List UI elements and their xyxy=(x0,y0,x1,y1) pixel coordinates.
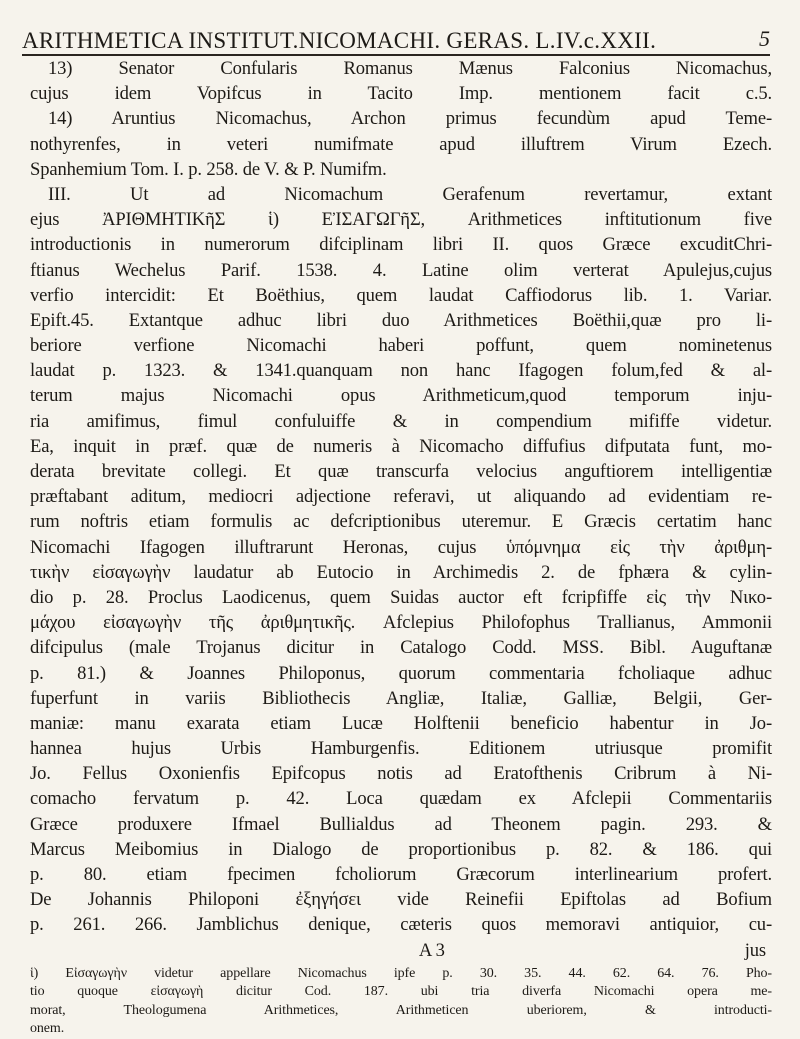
catchline xyxy=(30,938,772,963)
text-line: cujus idem Vopifcus in Tacito Imp. mentionem facit c.5. xyxy=(30,83,772,105)
text-line: terum majus Nicomachi opus Arithmeticum,quod temporum inju- xyxy=(30,385,772,407)
text-line: laudat p. 1323. & 1341.quanquam non hanc Ifagogen folum,fed & al- xyxy=(30,360,772,382)
text-line: fuperfunt in variis Bibliothecis Angliæ, Italiæ, Galliæ, Belgii, Ger- xyxy=(30,687,772,709)
text-line: III. Ut ad Nicomachum Gerafenum revertamur, extant xyxy=(48,183,772,205)
text-line: Græce produxere Ifmael Bullialdus ad Theonem pagin. 293. & xyxy=(30,813,772,835)
text-line: Nicomachi Ifagogen illuftrarunt Heronas, cujus ὑπόμνημα εἰς τὴν ἀριθμη- xyxy=(30,536,772,558)
text-line: difcipulus (male Trojanus dicitur in Catalogo Codd. MSS. Bibl. Auguftanæ xyxy=(30,637,772,659)
footnote-line: morat, Theologumena Arithmetices, Arithmeticen uberiorem, & introducti- xyxy=(30,1002,772,1018)
text-line: 14) Aruntius Nicomachus, Archon primus fecundùm apud Teme- xyxy=(48,108,772,130)
text-line: De Johannis Philoponi ἐξηγήσει vide Reinefii Epiftolas ad Bofium xyxy=(30,889,772,911)
signature-mark: A 3 xyxy=(418,939,445,961)
text-line: ria amifimus, fimul confuluiffe & in compendium mififfe videtur. xyxy=(30,410,772,432)
text-line: rum noftris etiam formulis ac defcriptionibus uteremur. E Græcis certatim hanc xyxy=(30,511,772,533)
text-line: nothyrenfes, in veteri numifmate apud illuftrem Virum Ezech. xyxy=(30,133,772,155)
running-head-title: ARITHMETICA INSTITUT.NICOMACHI. GERAS. L.IV.c.XXII. xyxy=(22,28,657,53)
footnote-line: ἱ) Εἰσαγωγὴν videtur appellare Nicomachus ipfe p. 30. 35. 44. 62. 64. 76. Pho- xyxy=(30,965,772,981)
text-line: ftianus Wechelus Parif. 1538. 4. Latine olim verterat Apulejus,cujus xyxy=(30,259,772,281)
text-line: ejus ἈΡΙΘΜΗΤΙΚῆΣ ἱ) ΕἸΣΑΓΩΓῆΣ, Arithmetices inftitutionum five xyxy=(30,209,772,231)
running-head xyxy=(22,8,770,56)
text-line: μάχου εἰσαγωγὴν τῆς ἀριθμητικῆς. Afclepius Philofophus Trallianus, Ammonii xyxy=(30,612,772,634)
footnote-line: tio quoque εἰσαγωγὴ dicitur Cod. 187. ubi tria diverfa Nicomachi opera me- xyxy=(30,984,772,1000)
page-number: 5 xyxy=(759,26,770,51)
text-line: derata brevitate collegi. Et quæ transcurfa velocius anguftiorem intelligentiæ xyxy=(30,461,772,482)
text-line: p. 80. etiam fpecimen fcholiorum Græcorum interlinearium profert. xyxy=(30,864,772,885)
catchword: jus xyxy=(744,939,766,961)
text-line: Jo. Fellus Oxonienfis Epifcopus notis ad Eratofthenis Cribrum à Ni- xyxy=(30,763,772,785)
text-line: comacho fervatum p. 42. Loca quædam ex Afclepii Commentariis xyxy=(30,788,772,810)
text-line: verfio intercidit: Et Boëthius, quem laudat Caffiodorus lib. 1. Variar. xyxy=(30,284,772,306)
text-line: Marcus Meibomius in Dialogo de proportionibus p. 82. & 186. qui xyxy=(30,838,772,860)
text-line: p. 261. 266. Jamblichus denique, cæteris quos memoravi antiquior, cu- xyxy=(30,914,772,936)
text-line: 13) Senator Confularis Romanus Mænus Falconius Nicomachus, xyxy=(48,58,772,79)
text-line: τικὴν εἰσαγωγὴν laudatur ab Eutocio in Archimedis 2. de fphæra & cylin- xyxy=(30,561,772,583)
text-line: præftabant aditum, mediocri adjectione referavi, ut aliquando ad evidentiam re- xyxy=(30,486,772,508)
text-line: beriore verfione Nicomachi haberi poffunt, quem nominetenus xyxy=(30,335,772,357)
text-line: maniæ: manu exarata etiam Lucæ Holftenii beneficio habentur in Jo- xyxy=(30,712,772,734)
body-text xyxy=(30,56,772,1039)
footnote-line: onem. xyxy=(30,1021,65,1037)
text-line: introductionis in numerorum difciplinam libri II. quos Græce excuditChri- xyxy=(30,234,772,256)
text-line: Spanhemium Tom. I. p. 258. de V. & P. Numifm. xyxy=(30,158,387,180)
text-line: hannea hujus Urbis Hamburgenfis. Editionem utriusque promifit xyxy=(30,738,772,760)
text-line: dio p. 28. Proclus Laodicenus, quem Suidas auctor eft fcripfiffe εἰς τὴν Νικο- xyxy=(30,586,772,608)
text-line: p. 81.) & Joannes Philoponus, quorum commentaria fcholiaque adhuc xyxy=(30,662,772,684)
text-line: Epift.45. Extantque adhuc libri duo Arithmetices Boëthii,quæ pro li- xyxy=(30,309,772,331)
text-line: Ea, inquit in præf. quæ de numeris à Nicomacho diffufius difputata funt, mo- xyxy=(30,435,772,457)
